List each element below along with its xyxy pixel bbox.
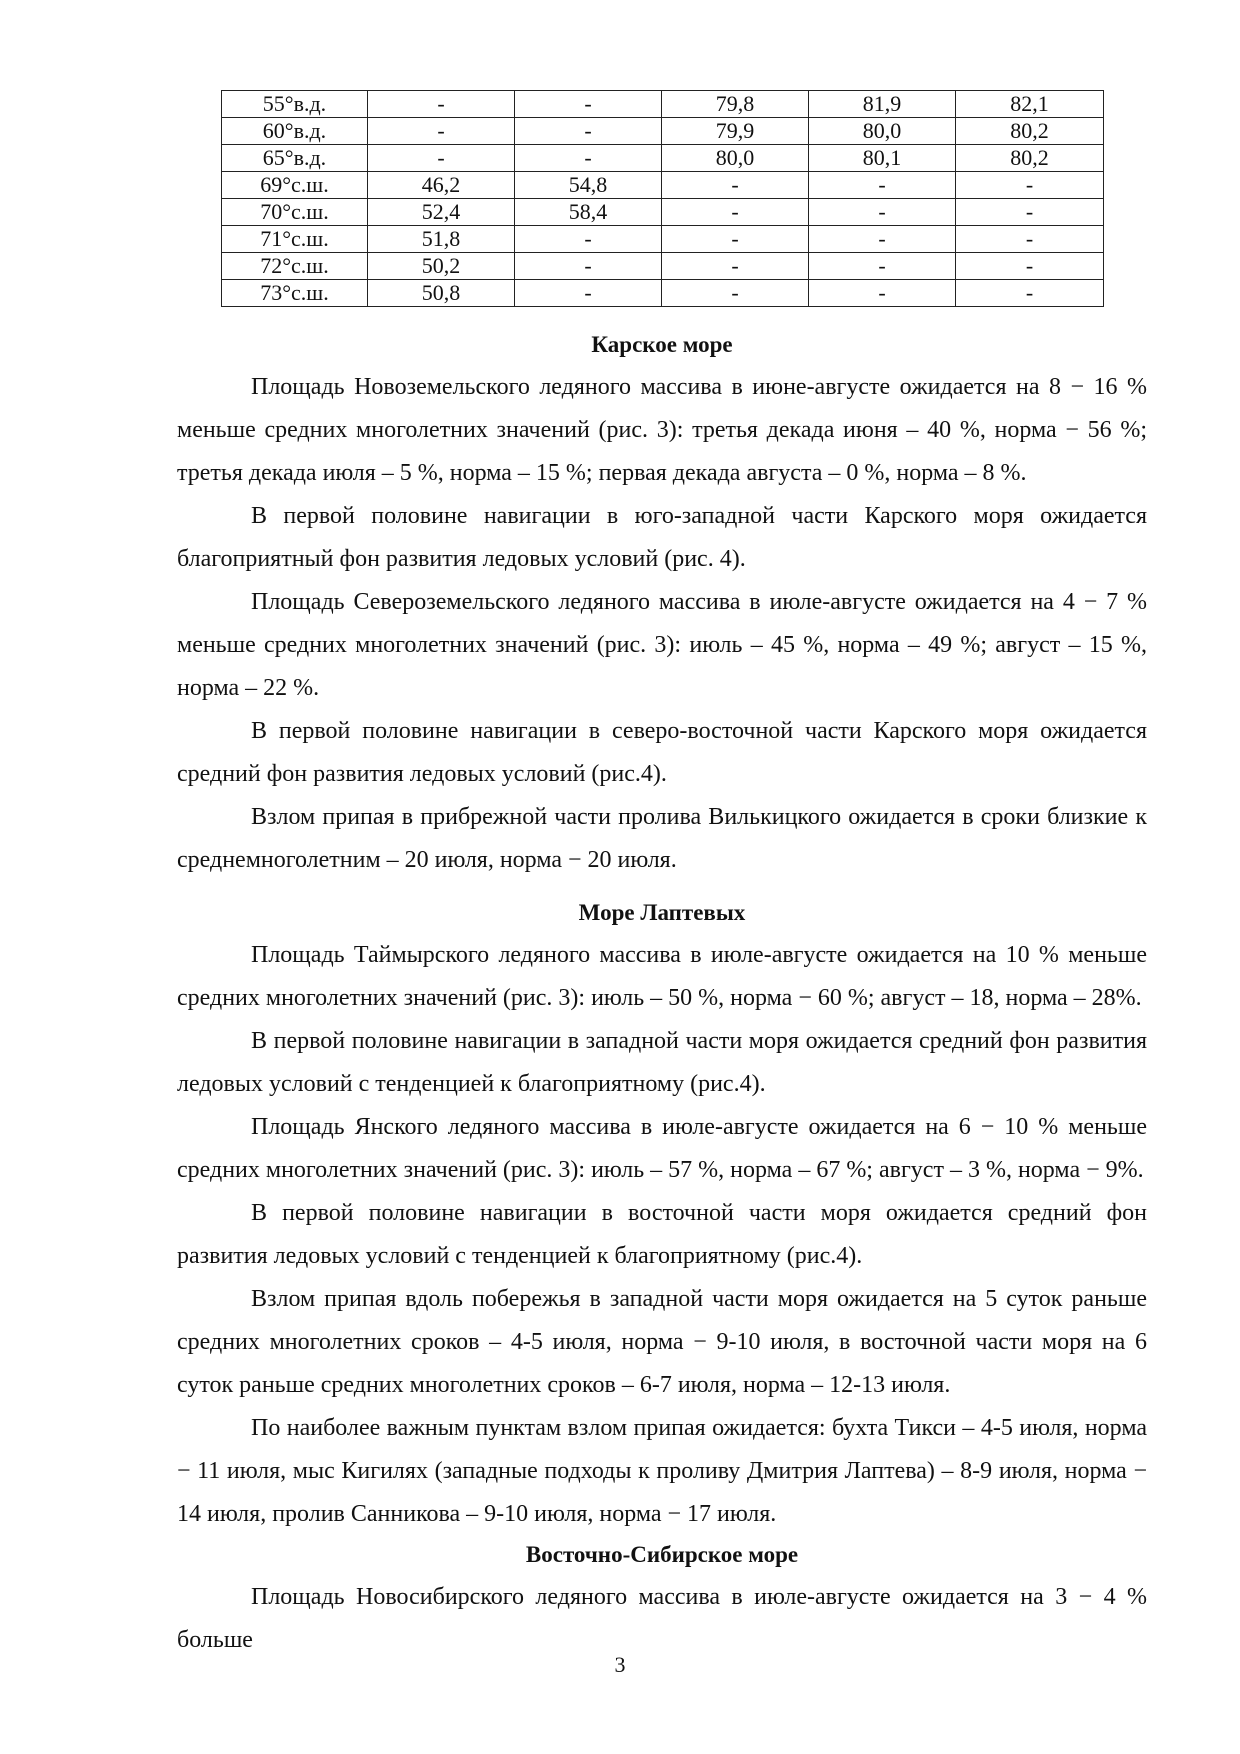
table-row [222,172,1104,199]
table-cell: - [515,145,662,172]
table-cell: 80,1 [809,145,956,172]
table-cell: 54,8 [515,172,662,199]
table-body [222,91,1104,307]
table-row-label: 60°в.д. [222,118,368,145]
table-row [222,253,1104,280]
table-cell: - [809,226,956,253]
table-cell: - [956,199,1104,226]
table-cell: - [956,253,1104,280]
table-cell: - [956,226,1104,253]
table-cell: - [515,280,662,307]
table-cell: - [809,172,956,199]
table-row-label: 55°в.д. [222,91,368,118]
table-cell: - [956,172,1104,199]
page-number: 3 [614,1652,626,1677]
table-cell: - [515,253,662,280]
kara-paragraph-5: Взлом припая в прибрежной части пролива Вилькицкого ожидается в сроки близкие к среднемноголетним – 20 июля, норма − 20 июля. [177,804,1147,873]
east-siberian-sea-heading: Восточно-Сибирское море [525,1542,799,1567]
table-cell: - [662,199,809,226]
table-cell: 80,0 [662,145,809,172]
table-row-label: 71°с.ш. [222,226,368,253]
table-cell: 81,9 [809,91,956,118]
table-row-label: 72°с.ш. [222,253,368,280]
table-row [222,199,1104,226]
table-row [222,91,1104,118]
laptev-paragraph-3: Площадь Янского ледяного массива в июле-августе ожидается на 6 − 10 % меньше средних многолетних значений (рис. 3): июль – 57 %, норма – 67 %; август – 3 %, норма − 9%. [177,1114,1147,1183]
table-cell: 82,1 [956,91,1104,118]
table-cell: - [809,280,956,307]
table-cell: 51,8 [368,226,515,253]
east-siberian-paragraph-1: Площадь Новосибирского ледяного массива в июле-августе ожидается на 3 − 4 % больше [177,1584,1147,1653]
table-cell: - [809,253,956,280]
laptev-paragraph-1: Площадь Таймырского ледяного массива в июле-августе ожидается на 10 % меньше средних многолетних значений (рис. 3): июль – 50 %, норма − 60 %; август – 18, норма – 28%. [177,942,1147,1011]
laptev-paragraph-2: В первой половине навигации в западной части моря ожидается средний фон развития ледовых условий с тенденцией к благоприятному (рис.4). [177,1028,1147,1097]
table-cell: - [515,118,662,145]
kara-paragraph-3: Площадь Североземельского ледяного массива в июле-августе ожидается на 4 − 7 % меньше средних многолетних значений (рис. 3): июль – 45 %, норма – 49 %; август – 15 %, норма – 22 %. [177,589,1147,701]
table-cell: 50,2 [368,253,515,280]
table-row-label: 69°с.ш. [222,172,368,199]
table-cell: 80,0 [809,118,956,145]
table-row [222,280,1104,307]
table-cell: 80,2 [956,118,1104,145]
table-cell: 79,8 [662,91,809,118]
kara-paragraph-2: В первой половине навигации в юго-западной части Карского моря ожидается благоприятный фон развития ледовых условий (рис. 4). [177,503,1147,572]
table-cell: 52,4 [368,199,515,226]
laptev-paragraph-5: Взлом припая вдоль побережья в западной части моря ожидается на 5 суток раньше средних многолетних сроков – 4-5 июля, норма − 9-10 июля, в восточной части моря на 6 суток раньше средних многолетних сроков – 6-7 июля, норма – 12-13 июля. [177,1286,1147,1398]
table-cell: - [515,226,662,253]
table-row [222,145,1104,172]
table-cell: - [662,253,809,280]
table-cell: 46,2 [368,172,515,199]
table-cell: 50,8 [368,280,515,307]
laptev-paragraph-6: По наиболее важным пунктам взлом припая ожидается: бухта Тикси – 4-5 июля, норма − 11 июля, мыс Кигилях (западные подходы к проливу Дмитрия Лаптева) – 8-9 июля, норма − 14 июля, пролив Санникова – 9-10 июля, норма − 17 июля. [177,1415,1147,1527]
table-cell: - [956,280,1104,307]
table-cell: - [368,118,515,145]
laptev-sea-heading: Море Лаптевых [578,900,746,925]
table-cell: - [662,226,809,253]
kara-sea-section [177,330,1147,882]
table-cell: 80,2 [956,145,1104,172]
table-cell: - [662,172,809,199]
east-siberian-sea-section [177,1540,1147,1662]
table-cell: - [368,145,515,172]
table-cell: - [515,91,662,118]
table-cell: - [662,280,809,307]
table-row-label: 65°в.д. [222,145,368,172]
laptev-paragraph-4: В первой половине навигации в восточной части моря ожидается средний фон развития ледовых условий с тенденцией к благоприятному (рис.4). [177,1200,1147,1269]
table-row [222,226,1104,253]
table-row [222,118,1104,145]
table-row-label: 70°с.ш. [222,199,368,226]
kara-paragraph-1: Площадь Новоземельского ледяного массива в июне-августе ожидается на 8 − 16 % меньше средних многолетних значений (рис. 3): третья декада июня – 40 %, норма − 56 %; третья декада июля – 5 %, норма – 15 %; первая декада августа – 0 %, норма – 8 %. [177,374,1147,486]
table-cell: - [368,91,515,118]
kara-sea-heading: Карское море [591,332,733,357]
table-cell: 79,9 [662,118,809,145]
table-cell: - [809,199,956,226]
ice-data-table [221,90,1104,307]
laptev-sea-section [177,898,1147,1536]
table-row-label: 73°с.ш. [222,280,368,307]
kara-paragraph-4: В первой половине навигации в северо-восточной части Карского моря ожидается средний фон развития ледовых условий (рис.4). [177,718,1147,787]
table-cell: 58,4 [515,199,662,226]
